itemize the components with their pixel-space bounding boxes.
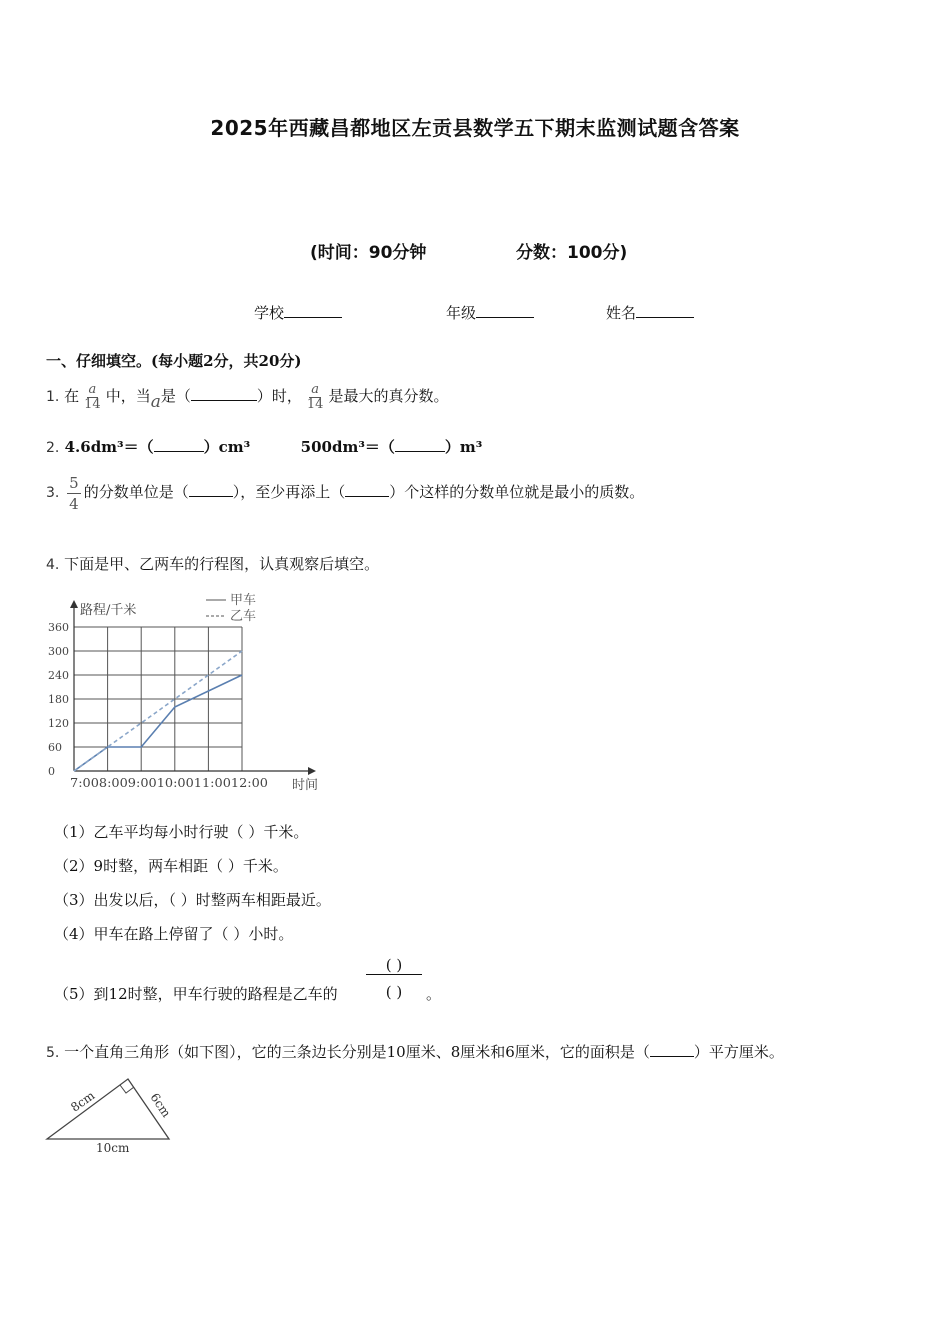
grade-label: 年级 [446, 304, 477, 322]
q4-sub-2: （2）9时整，两车相距（ ）千米。 [54, 857, 288, 875]
answer-blank[interactable] [189, 483, 233, 497]
question-1 [46, 378, 448, 420]
q3-text-3: ）个这样的分数单位就是最小的质数。 [389, 483, 645, 501]
q1-text-3: 是（ [160, 387, 191, 405]
fraction-a-over-14-b [305, 383, 326, 412]
q4-sub-1: （1）乙车平均每小时行驶（ ）千米。 [54, 823, 309, 841]
name-field [606, 302, 694, 323]
y-tick-label: 180 [48, 693, 69, 706]
y-tick-label: 240 [48, 669, 69, 682]
y-tick-label: 60 [48, 741, 62, 754]
question-number: 3. [46, 485, 60, 501]
y-axis-arrow [70, 600, 78, 608]
q1-text-2: 中，当 [105, 387, 151, 405]
q2-text-4: ）m³ [444, 438, 483, 456]
frac-denominator: 14 [84, 396, 101, 412]
travel-chart [46, 590, 346, 800]
question-number: 4. [46, 557, 60, 573]
grade-field [446, 302, 534, 323]
fraction-a-over-14 [82, 383, 103, 412]
question-number: 5. [46, 1045, 60, 1061]
frac-numerator: 5 [69, 473, 79, 492]
sub5-denominator[interactable]: ( ) [385, 983, 403, 1001]
question-2 [46, 436, 482, 457]
q2-text-1: 4.6dm³＝（ [64, 438, 154, 456]
series-line-yi [74, 651, 242, 771]
exam-score: 分数：100分) [516, 243, 628, 263]
frac-denominator: 4 [69, 494, 79, 513]
q5-text: 一个直角三角形（如下图），它的三条边长分别是10厘米、8厘米和6厘米，它的面积是（ [64, 1043, 650, 1061]
q3-text-1: 的分数单位是（ [83, 483, 189, 501]
variable-a: a [150, 392, 161, 412]
grade-blank[interactable] [476, 303, 534, 318]
answer-blank[interactable] [191, 387, 257, 401]
q3-text-2: ），至少再添上（ [232, 483, 346, 501]
section-heading: 一、仔细填空。(每小题2分，共20分) [46, 352, 302, 370]
right-angle-mark [120, 1085, 134, 1093]
q4-sub-3: （3）出发以后，（ ）时整两车相距最近。 [54, 891, 331, 909]
sub5-numerator[interactable]: ( ) [366, 956, 422, 975]
answer-blank[interactable] [345, 483, 389, 497]
question-3 [46, 468, 644, 517]
frac-numerator: a [311, 381, 320, 397]
q1-text-1: 在 [64, 387, 80, 405]
school-field [254, 302, 342, 323]
school-label: 学校 [254, 304, 285, 322]
triangle-shape [47, 1079, 169, 1139]
name-blank[interactable] [636, 303, 694, 318]
question-number: 2. [46, 440, 60, 456]
sub5-period: 。 [426, 985, 442, 1003]
question-4 [46, 553, 379, 574]
right-triangle-figure [40, 1072, 190, 1162]
q4-text: 下面是甲、乙两车的行程图，认真观察后填空。 [64, 555, 380, 573]
x-axis-arrow [308, 767, 316, 775]
question-5 [46, 1041, 784, 1062]
answer-blank[interactable] [395, 438, 445, 452]
q1-text-4: ）时， [256, 387, 302, 405]
y-tick-label: 0 [48, 765, 55, 778]
frac-numerator: a [88, 381, 97, 397]
fraction-5-over-4 [67, 473, 81, 514]
page-title: 2025年西藏昌都地区左贡县数学五下期末监测试题含答案 [210, 116, 740, 140]
q4-sub-4: （4）甲车在路上停留了（ ）小时。 [54, 925, 294, 943]
school-blank[interactable] [284, 303, 342, 318]
legend-label-yi: 乙车 [230, 609, 257, 624]
q1-text-5: 是最大的真分数。 [328, 387, 449, 405]
q4-sub-5: （5）到12时整，甲车行驶的路程是乙车的 [54, 985, 338, 1003]
question-number: 1. [46, 389, 60, 405]
side-label-10cm: 10cm [96, 1141, 130, 1155]
x-tick-labels: 7:008:009:0010:0011:0012:00 [70, 776, 268, 790]
q2-text-2: ）cm³ [203, 438, 251, 456]
answer-blank[interactable] [154, 438, 204, 452]
y-axis-label: 路程/千米 [80, 603, 137, 618]
y-tick-label: 300 [48, 645, 69, 658]
name-label: 姓名 [606, 304, 637, 322]
q2-text-3: 500dm³＝（ [300, 438, 395, 456]
legend-label-jia: 甲车 [230, 593, 257, 608]
q5-text-end: ）平方厘米。 [693, 1043, 784, 1061]
y-tick-label: 120 [48, 717, 69, 730]
side-label-6cm: 6cm [147, 1090, 174, 1120]
side-label-8cm: 8cm [68, 1088, 98, 1115]
x-axis-label: 时间 [292, 778, 319, 793]
frac-denominator: 14 [306, 396, 324, 412]
y-tick-label: 360 [48, 621, 69, 634]
exam-time: (时间：90分钟 [310, 243, 427, 263]
answer-blank[interactable] [650, 1043, 694, 1057]
